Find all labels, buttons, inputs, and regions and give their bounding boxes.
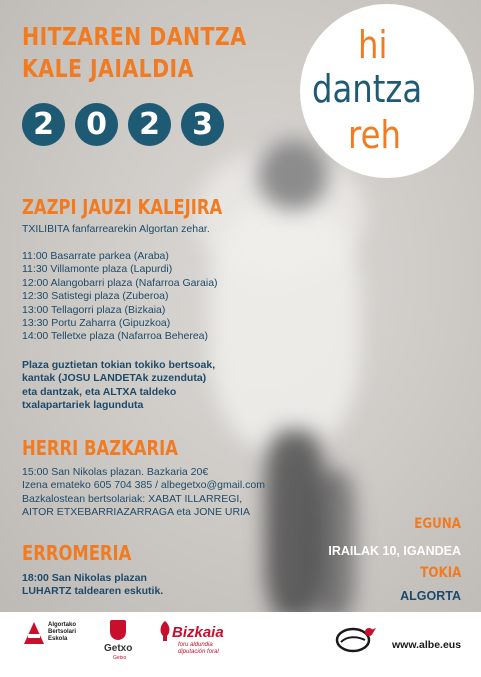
day-value: IRAILAK 10, IGANDEA (328, 544, 461, 558)
bazkaria-line: Izena emateko 605 704 385 / albegetxo@gmail.com (22, 479, 265, 492)
bird-logo-icon (333, 624, 377, 654)
place-label: TOKIA (419, 565, 461, 581)
erromeria-line: 18:00 San Nikolas plazan (22, 572, 147, 584)
schedule-item: 13:00 Tellagorri plaza (Bizkaia) (22, 303, 166, 316)
kalejira-intro: TXILIBITA fanfarrearekin Algortan zehar. (22, 223, 210, 235)
dancer-body (210, 200, 360, 450)
year-digit: 3 (181, 103, 224, 146)
dancer-leg (310, 470, 355, 612)
erromeria-line: LUHARTZ taldearen eskutik. (22, 585, 164, 598)
year-digit: 0 (75, 103, 118, 146)
albe-logo-icon (22, 620, 46, 646)
logo-text-bottom: reh (348, 113, 401, 157)
year-digit: 2 (128, 103, 171, 146)
bazkaria-details (22, 466, 265, 520)
bizkaia-subtext-line: diputación foral (178, 649, 219, 655)
bizkaia-name: Bizkaia (172, 624, 224, 641)
schedule-item: 14:00 Telletxe plaza (Nafarroa Beherea) (22, 330, 209, 343)
dancer-head (258, 140, 328, 210)
kalejira-schedule (22, 250, 218, 344)
note-line: kantak (JOSU LANDETAk zuzenduta) (22, 372, 207, 385)
albe-name-line: Algortako (48, 622, 77, 628)
section-title-bazkaria: HERRI BAZKARIA (22, 436, 178, 460)
schedule-item: 12:00 Alangobarri plaza (Nafarroa Garaia) (22, 276, 218, 289)
event-title-line2: KALE JAIALDIA (22, 54, 194, 83)
place-value: ALGORTA (400, 589, 461, 603)
albe-name (48, 622, 76, 643)
getxo-subtext: Getxo (113, 655, 127, 661)
schedule-item: 11:00 Basarrate parkea (Araba) (22, 250, 169, 262)
getxo-shield-icon (110, 620, 126, 640)
note-line: eta dantzak, eta ALTXA taldeko (22, 385, 177, 398)
bizkaia-subtext (178, 642, 219, 656)
schedule-item: 12:30 Satistegi plaza (Zuberoa) (22, 290, 169, 303)
logo-text-top: hi (358, 23, 388, 67)
note-line: Plaza guztietan tokian tokiko bertsoak, (22, 359, 216, 371)
bazkaria-line: Bazkalostean bertsolariak: XABAT ILLARREGI, (22, 492, 243, 505)
albe-name-line: Bertsolari (48, 629, 77, 635)
sponsor-footer (0, 612, 481, 677)
albe-name-line: Eskola (48, 636, 68, 642)
erromeria-details (22, 572, 163, 599)
kalejira-note (22, 359, 215, 413)
logo-text-middle: dantza (312, 67, 423, 111)
section-title-kalejira: ZAZPI JAUZI KALEJIRA (22, 195, 223, 219)
event-title-line1: HITZAREN DANTZA (22, 22, 247, 51)
hitzaren-dantza-logo (300, 4, 474, 178)
website-link[interactable]: www.albe.eus (392, 639, 462, 651)
bizkaia-tree-icon (158, 620, 172, 642)
bazkaria-line: 15:00 San Nikolas plazan. Bazkaria 20€ (22, 466, 209, 478)
section-title-erromeria: ERROMERIA (22, 541, 132, 565)
getxo-name: Getxo (104, 643, 133, 654)
day-label: EGUNA (414, 516, 461, 532)
schedule-item: 11:30 Villamonte plaza (Lapurdi) (22, 263, 173, 276)
year-digit: 2 (22, 103, 65, 146)
year-badges (22, 103, 224, 146)
note-line: txalapartariek lagunduta (22, 399, 144, 412)
schedule-item: 13:30 Portu Zaharra (Gipuzkoa) (22, 317, 171, 330)
bazkaria-line: AITOR ETXEBARRIAZARRAGA eta JONE URIA (22, 506, 250, 519)
bizkaia-subtext-line: foru aldundia (178, 642, 213, 648)
